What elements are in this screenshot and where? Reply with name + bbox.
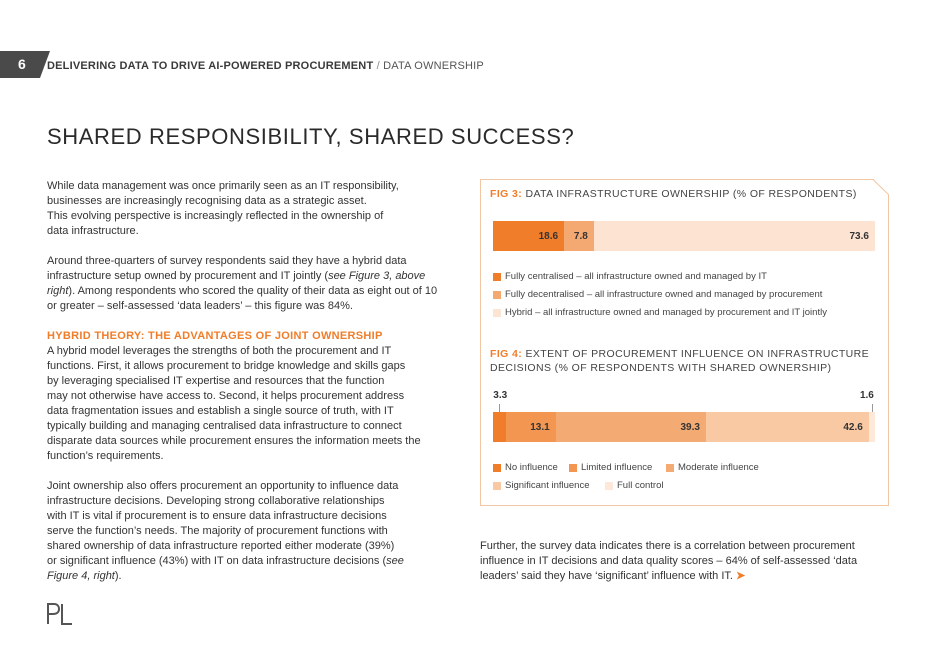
text-line: typically building and managing centralised data infrastructure to connect bbox=[47, 420, 402, 432]
legend-item-fully-decentralised-all-infrastructure-owned-and-managed-by-procurement bbox=[493, 289, 822, 300]
callout-tick bbox=[872, 404, 873, 412]
legend-swatch bbox=[493, 464, 501, 472]
data-label: 39.3 bbox=[680, 421, 700, 433]
text-line: shared ownership of data infrastructure reported either moderate (39%) bbox=[47, 540, 395, 552]
text-span: ). Among respondents who scored the quality of their data as eight out of 10 bbox=[68, 285, 438, 297]
text-line bbox=[47, 569, 462, 584]
continue-arrow-icon: ➤ bbox=[736, 570, 746, 582]
bar-segment-fully-decentralised-all-infrastructure-owned-and-managed-by-procurement bbox=[564, 221, 594, 251]
running-header-subsection: DATA OWNERSHIP bbox=[383, 60, 484, 72]
text-line: influence in IT decisions and data quality scores – 64% of self-assessed ‘data bbox=[480, 555, 858, 567]
legend-label: Fully centralised – all infrastructure owned and managed by IT bbox=[505, 271, 767, 282]
legend-swatch bbox=[666, 464, 674, 472]
body-text bbox=[47, 179, 462, 584]
paragraph-4 bbox=[47, 479, 462, 584]
legend-label: Hybrid – all infrastructure owned and managed by procurement and IT jointly bbox=[505, 307, 827, 318]
bar-segment-hybrid-all-infrastructure-owned-and-managed-by-procurement-and-it-jointly bbox=[594, 221, 875, 251]
legend-swatch bbox=[605, 482, 613, 490]
text-line bbox=[47, 284, 462, 299]
bar-segment-full-control bbox=[869, 412, 875, 442]
legend-label: Full control bbox=[617, 480, 664, 491]
legend-item-moderate-influence bbox=[666, 462, 759, 473]
text-line: with IT is vital if procurement is to ensure data infrastructure decisions bbox=[47, 510, 387, 522]
data-label: 18.6 bbox=[538, 230, 559, 242]
fig4-title-text: EXTENT OF PROCUREMENT INFLUENCE ON INFRASTRUCTURE bbox=[522, 348, 870, 360]
fig4-title bbox=[490, 347, 869, 375]
text-line: disparate data sources while procurement ensures the information meets the bbox=[47, 435, 421, 447]
text-line: may not otherwise have access to. Second, it helps procurement address bbox=[47, 390, 405, 402]
legend-item-significant-influence bbox=[493, 480, 590, 491]
legend-swatch bbox=[493, 482, 501, 490]
text-line: function’s requirements. bbox=[47, 450, 164, 462]
callout-label-full-control: 1.6 bbox=[859, 390, 874, 401]
figure-reference: right bbox=[47, 285, 69, 297]
data-label: 7.8 bbox=[573, 230, 588, 242]
data-label: 42.6 bbox=[843, 421, 863, 433]
text-line: A hybrid model leverages the strengths of both the procurement and IT bbox=[47, 345, 392, 357]
pl-logo-mark bbox=[47, 603, 73, 625]
bar-segment-limited-influence bbox=[506, 412, 556, 442]
legend-item-fully-centralised-all-infrastructure-owned-and-managed-by-it bbox=[493, 271, 767, 282]
legend-item-full-control bbox=[605, 480, 663, 491]
text-line bbox=[480, 569, 890, 584]
legend-item-hybrid-all-infrastructure-owned-and-managed-by-procurement-and-it-jointly bbox=[493, 307, 827, 318]
text-line: by leveraging specialised IT expertise and resources that the function bbox=[47, 375, 385, 387]
fig3-title-text: DATA INFRASTRUCTURE OWNERSHIP (% OF RESPONDENTS) bbox=[522, 188, 857, 200]
text-line: businesses are increasingly recognising data as a strategic asset. bbox=[47, 195, 367, 207]
text-line: While data management was once primarily seen as an IT responsibility, bbox=[47, 180, 399, 192]
bar-segment-no-influence bbox=[493, 412, 506, 442]
fig4-label: FIG 4: bbox=[490, 348, 523, 360]
paragraph-1 bbox=[47, 179, 462, 239]
fig4-stacked-bar bbox=[493, 412, 875, 442]
running-header-separator: / bbox=[373, 60, 384, 72]
subheading: HYBRID THEORY: THE ADVANTAGES OF JOINT OWNERSHIP bbox=[47, 330, 383, 342]
legend-item-limited-influence bbox=[569, 462, 652, 473]
text-line bbox=[47, 554, 462, 569]
legend-label: Significant influence bbox=[505, 480, 590, 491]
bar-segment-moderate-influence bbox=[556, 412, 706, 442]
figure-reference: see bbox=[386, 555, 404, 567]
closing-paragraph bbox=[480, 539, 890, 584]
page-title: SHARED RESPONSIBILITY, SHARED SUCCESS? bbox=[47, 124, 575, 149]
paragraph-3 bbox=[47, 344, 462, 464]
legend-item-no-influence bbox=[493, 462, 558, 473]
text-span: or significant influence (43%) with IT on data infrastructure decisions ( bbox=[47, 555, 387, 567]
text-line: serve the function’s needs. The majority of procurement functions with bbox=[47, 525, 388, 537]
text-line bbox=[47, 269, 462, 284]
legend-swatch bbox=[569, 464, 577, 472]
legend-label: No influence bbox=[505, 462, 558, 473]
fig3-stacked-bar bbox=[493, 221, 875, 251]
text-span: ). bbox=[114, 570, 122, 582]
legend-label: Limited influence bbox=[581, 462, 653, 473]
text-line: functions. First, it allows procurement to bridge knowledge and skills gaps bbox=[47, 360, 406, 372]
text-line: infrastructure decisions. Developing strong collaborative relationships bbox=[47, 495, 385, 507]
legend-swatch bbox=[493, 273, 501, 281]
callout-label-no-influence: 3.3 bbox=[493, 390, 508, 401]
text-line: Joint ownership also offers procurement an opportunity to influence data bbox=[47, 480, 399, 492]
text-line: data infrastructure. bbox=[47, 225, 139, 237]
callout-tick bbox=[499, 404, 500, 412]
legend-swatch bbox=[493, 309, 501, 317]
figure-reference: Figure 4, right bbox=[47, 570, 115, 582]
running-header-section: DELIVERING DATA TO DRIVE AI-POWERED PROCUREMENT bbox=[47, 60, 374, 72]
fig3-label: FIG 3: bbox=[490, 188, 523, 200]
panel-corner bbox=[873, 179, 889, 195]
text-line: or greater – self-assessed ‘data leaders’ – this figure was 84%. bbox=[47, 300, 353, 312]
bar-segment-significant-influence bbox=[706, 412, 869, 442]
fig3-title bbox=[490, 187, 857, 201]
legend-label: Moderate influence bbox=[678, 462, 759, 473]
pl-logo bbox=[47, 603, 73, 630]
text-span: infrastructure setup owned by procurement and IT jointly ( bbox=[47, 270, 329, 282]
text-line: data fragmentation issues and establish a single source of truth, with IT bbox=[47, 405, 394, 417]
fig4-title-line2: DECISIONS (% OF RESPONDENTS WITH SHARED OWNERSHIP) bbox=[490, 362, 832, 374]
legend-label: Fully decentralised – all infrastructure owned and managed by procurement bbox=[505, 289, 823, 300]
text-line: Around three-quarters of survey respondents said they have a hybrid data bbox=[47, 255, 407, 267]
text-span: leaders’ said they have ‘significant’ influence with IT. bbox=[480, 570, 733, 582]
figure-reference: see Figure 3, above bbox=[328, 270, 426, 282]
running-header bbox=[47, 60, 484, 72]
data-label: 73.6 bbox=[849, 230, 869, 242]
legend-swatch bbox=[493, 291, 501, 299]
text-line: Further, the survey data indicates there is a correlation between procurement bbox=[480, 540, 855, 552]
page-number-tab bbox=[0, 51, 50, 78]
text-line: This evolving perspective is increasingly reflected in the ownership of bbox=[47, 210, 384, 222]
data-label: 13.1 bbox=[530, 421, 550, 433]
page-number: 6 bbox=[18, 56, 26, 72]
bar-segment-fully-centralised-all-infrastructure-owned-and-managed-by-it bbox=[493, 221, 564, 251]
paragraph-2 bbox=[47, 254, 462, 314]
